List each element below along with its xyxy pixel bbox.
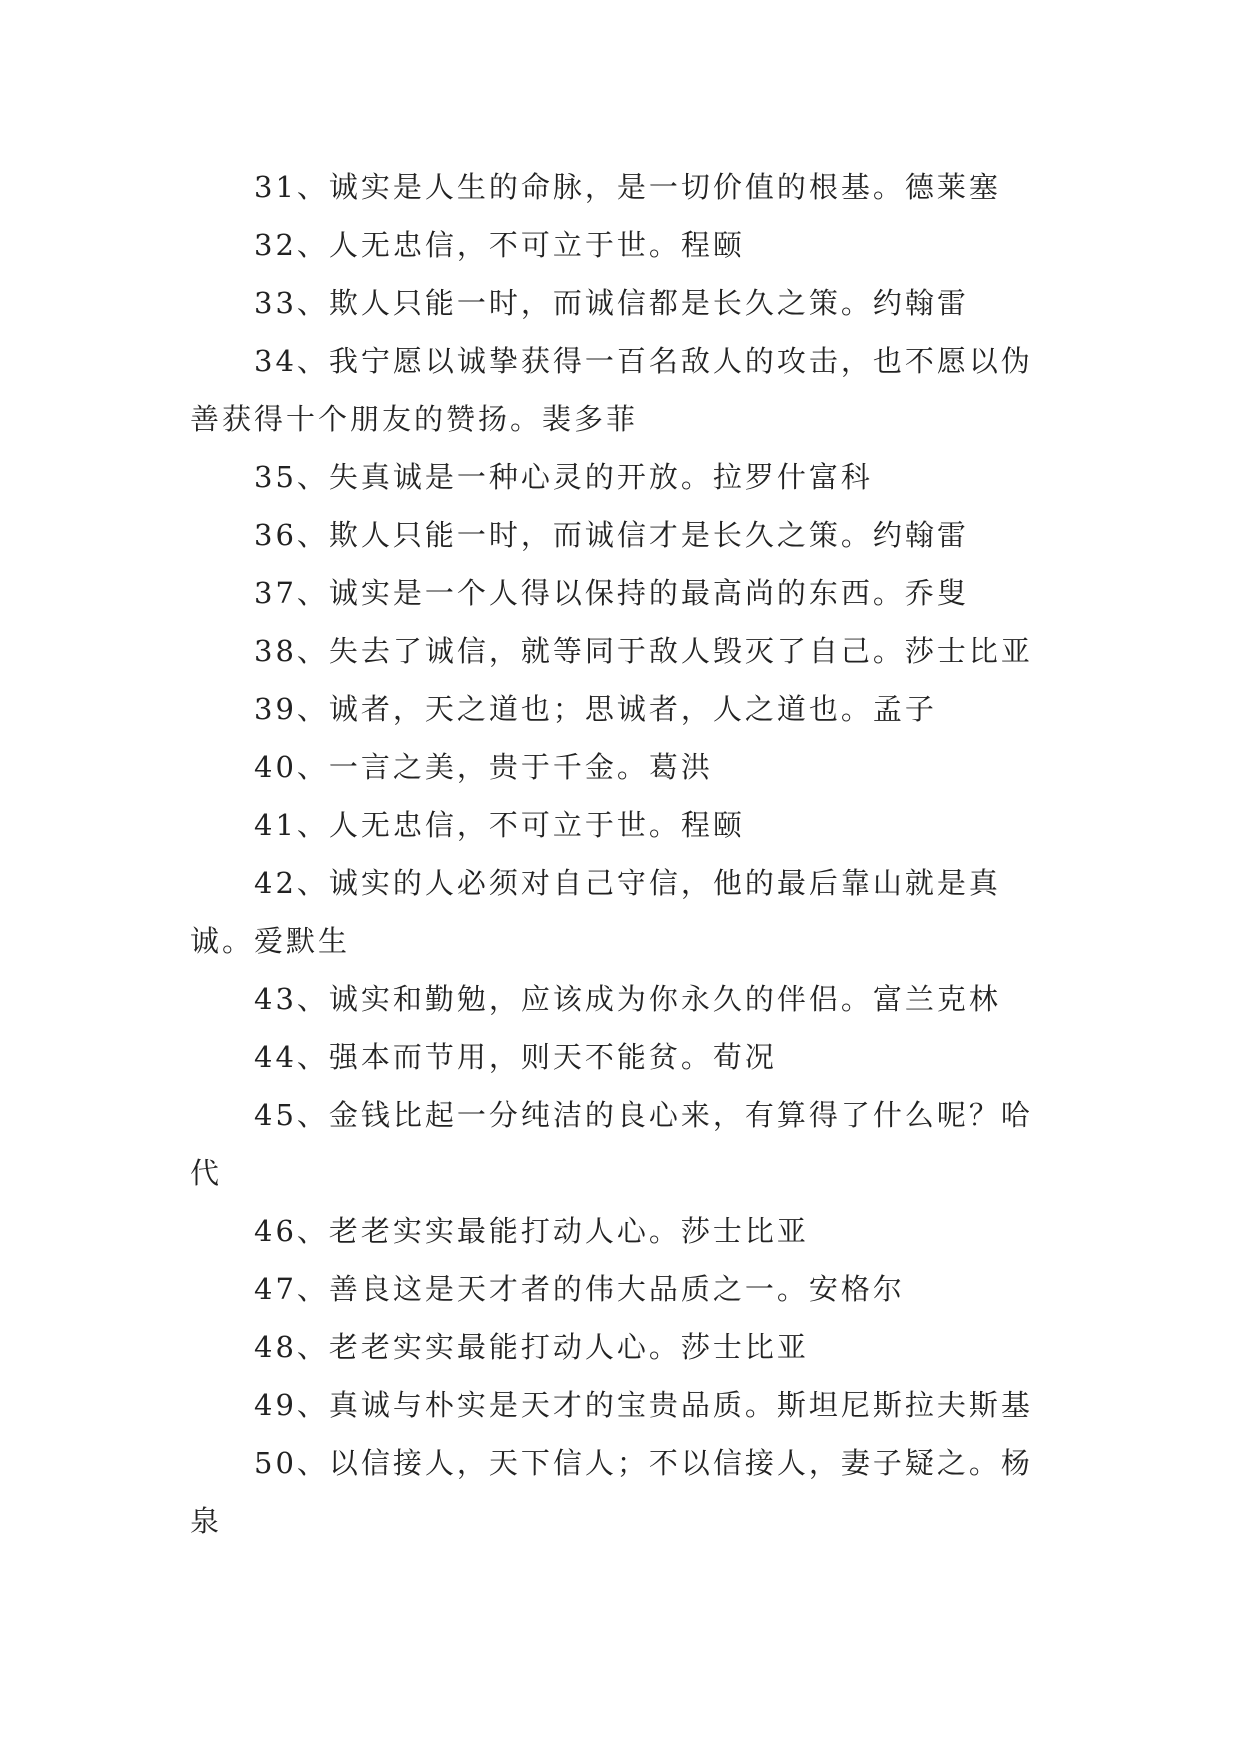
quote-paragraph: 42、诚实的人必须对自己守信，他的最后靠山就是真诚。爱默生 <box>190 866 1001 958</box>
quote-paragraph: 40、一言之美，贵于千金。葛洪 <box>254 750 713 784</box>
quote-paragraph: 44、强本而节用，则天不能贫。荀况 <box>254 1040 777 1074</box>
quote-paragraph: 50、以信接人，天下信人；不以信接人，妻子疑之。杨泉 <box>190 1446 1033 1538</box>
quote-paragraph: 48、老老实实最能打动人心。莎士比亚 <box>254 1330 809 1364</box>
quote-paragraph: 43、诚实和勤勉，应该成为你永久的伴侣。富兰克林 <box>254 982 1001 1016</box>
quote-paragraph: 41、人无忠信，不可立于世。程颐 <box>254 808 745 842</box>
quote-paragraph: 31、诚实是人生的命脉，是一切价值的根基。德莱塞 <box>254 170 1001 204</box>
quote-paragraph: 47、善良这是天才者的伟大品质之一。安格尔 <box>254 1272 905 1306</box>
quote-paragraph: 45、金钱比起一分纯洁的良心来，有算得了什么呢？哈代 <box>190 1098 1033 1190</box>
quote-paragraph: 49、真诚与朴实是天才的宝贵品质。斯坦尼斯拉夫斯基 <box>254 1388 1033 1422</box>
quote-paragraph: 39、诚者，天之道也；思诚者，人之道也。孟子 <box>254 692 937 726</box>
quote-paragraph: 38、失去了诚信，就等同于敌人毁灭了自己。莎士比亚 <box>254 634 1033 668</box>
quote-paragraph: 36、欺人只能一时，而诚信才是长久之策。约翰雷 <box>254 518 969 552</box>
document-body <box>190 158 1050 1550</box>
quote-paragraph: 33、欺人只能一时，而诚信都是长久之策。约翰雷 <box>254 286 969 320</box>
quote-paragraph: 35、失真诚是一种心灵的开放。拉罗什富科 <box>254 460 873 494</box>
quote-paragraph: 32、人无忠信，不可立于世。程颐 <box>254 228 745 262</box>
quote-paragraph: 34、我宁愿以诚挚获得一百名敌人的攻击，也不愿以伪善获得十个朋友的赞扬。裴多菲 <box>190 344 1033 436</box>
quote-paragraph: 46、老老实实最能打动人心。莎士比亚 <box>254 1214 809 1248</box>
quote-paragraph: 37、诚实是一个人得以保持的最高尚的东西。乔叟 <box>254 576 969 610</box>
